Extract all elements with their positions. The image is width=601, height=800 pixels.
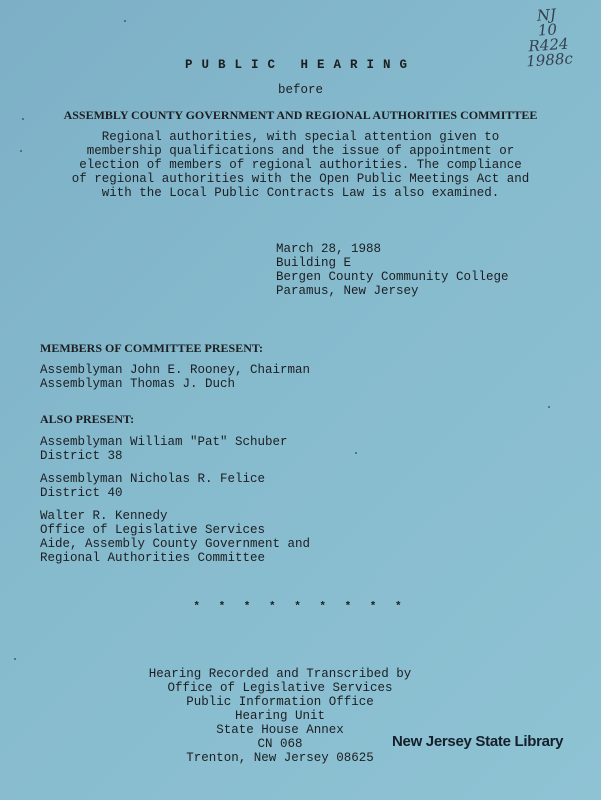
description-line: election of members of regional authorities. The compliance (79, 158, 522, 172)
library-stamp: New Jersey State Library (392, 733, 564, 750)
attendee-role: Aide, Assembly County Government and (40, 537, 311, 551)
description-line: Regional authorities, with special attention given to (101, 130, 500, 144)
hearing-city: Paramus, New Jersey (276, 284, 419, 298)
attendee-entry (40, 472, 265, 500)
scan-speck (124, 20, 126, 22)
scan-speck (548, 406, 550, 408)
attendee-name: Walter R. Kennedy (40, 509, 168, 523)
attendee-name: Assemblyman Nicholas R. Felice (40, 472, 266, 486)
credit-line: Public Information Office (186, 695, 374, 709)
call-number-line: NJ (536, 5, 557, 25)
credit-line: CN 068 (257, 737, 303, 751)
scan-speck (22, 118, 24, 120)
description-line: of regional authorities with the Open Public Meetings Act and (71, 172, 530, 186)
credit-line: Hearing Unit (234, 709, 325, 723)
description-line: membership qualifications and the issue of appointment or (86, 144, 515, 158)
credit-line: Hearing Recorded and Transcribed by (148, 667, 412, 681)
scan-speck (14, 658, 16, 660)
credit-line: State House Annex (216, 723, 344, 737)
attendee-entry (40, 509, 310, 565)
before-label: before (277, 83, 323, 97)
credit-line: Office of Legislative Services (167, 681, 393, 695)
description-line: with the Local Public Contracts Law is also examined. (101, 186, 500, 200)
star-separator: * * * * * * * * * (193, 601, 408, 613)
also-present-heading: ALSO PRESENT: (40, 412, 135, 426)
attendee-office: Office of Legislative Services (40, 523, 266, 537)
call-number-line: 1988c (525, 49, 574, 71)
attendee-entry (40, 435, 288, 463)
hearing-date: March 28, 1988 (276, 242, 382, 256)
committee-name: ASSEMBLY COUNTY GOVERNMENT AND REGIONAL AUTHORITIES COMMITTEE (63, 108, 538, 122)
attendee-district: District 38 (40, 449, 123, 463)
hearing-description (40, 130, 561, 200)
attendee-district: District 40 (40, 486, 123, 500)
scan-speck (20, 150, 22, 152)
hearing-venue: Bergen County Community College (276, 270, 509, 284)
scan-speck (355, 452, 357, 454)
attendee-role: Regional Authorities Committee (40, 551, 266, 565)
attendee-name: Assemblyman William "Pat" Schuber (40, 435, 288, 449)
document-title: PUBLIC HEARING (184, 58, 417, 72)
members-heading: MEMBERS OF COMMITTEE PRESENT: (40, 341, 264, 355)
call-number-line: 10 (537, 20, 558, 40)
hearing-building: Building E (276, 256, 352, 270)
credit-line: Trenton, New Jersey 08625 (186, 751, 374, 765)
member-entry: Assemblyman John E. Rooney, Chairman (40, 363, 311, 377)
call-number-line: R424 (527, 34, 570, 56)
member-entry: Assemblyman Thomas J. Duch (40, 377, 236, 391)
transcription-credit (90, 667, 470, 765)
members-list (40, 363, 310, 391)
hearing-date-location (276, 242, 509, 298)
